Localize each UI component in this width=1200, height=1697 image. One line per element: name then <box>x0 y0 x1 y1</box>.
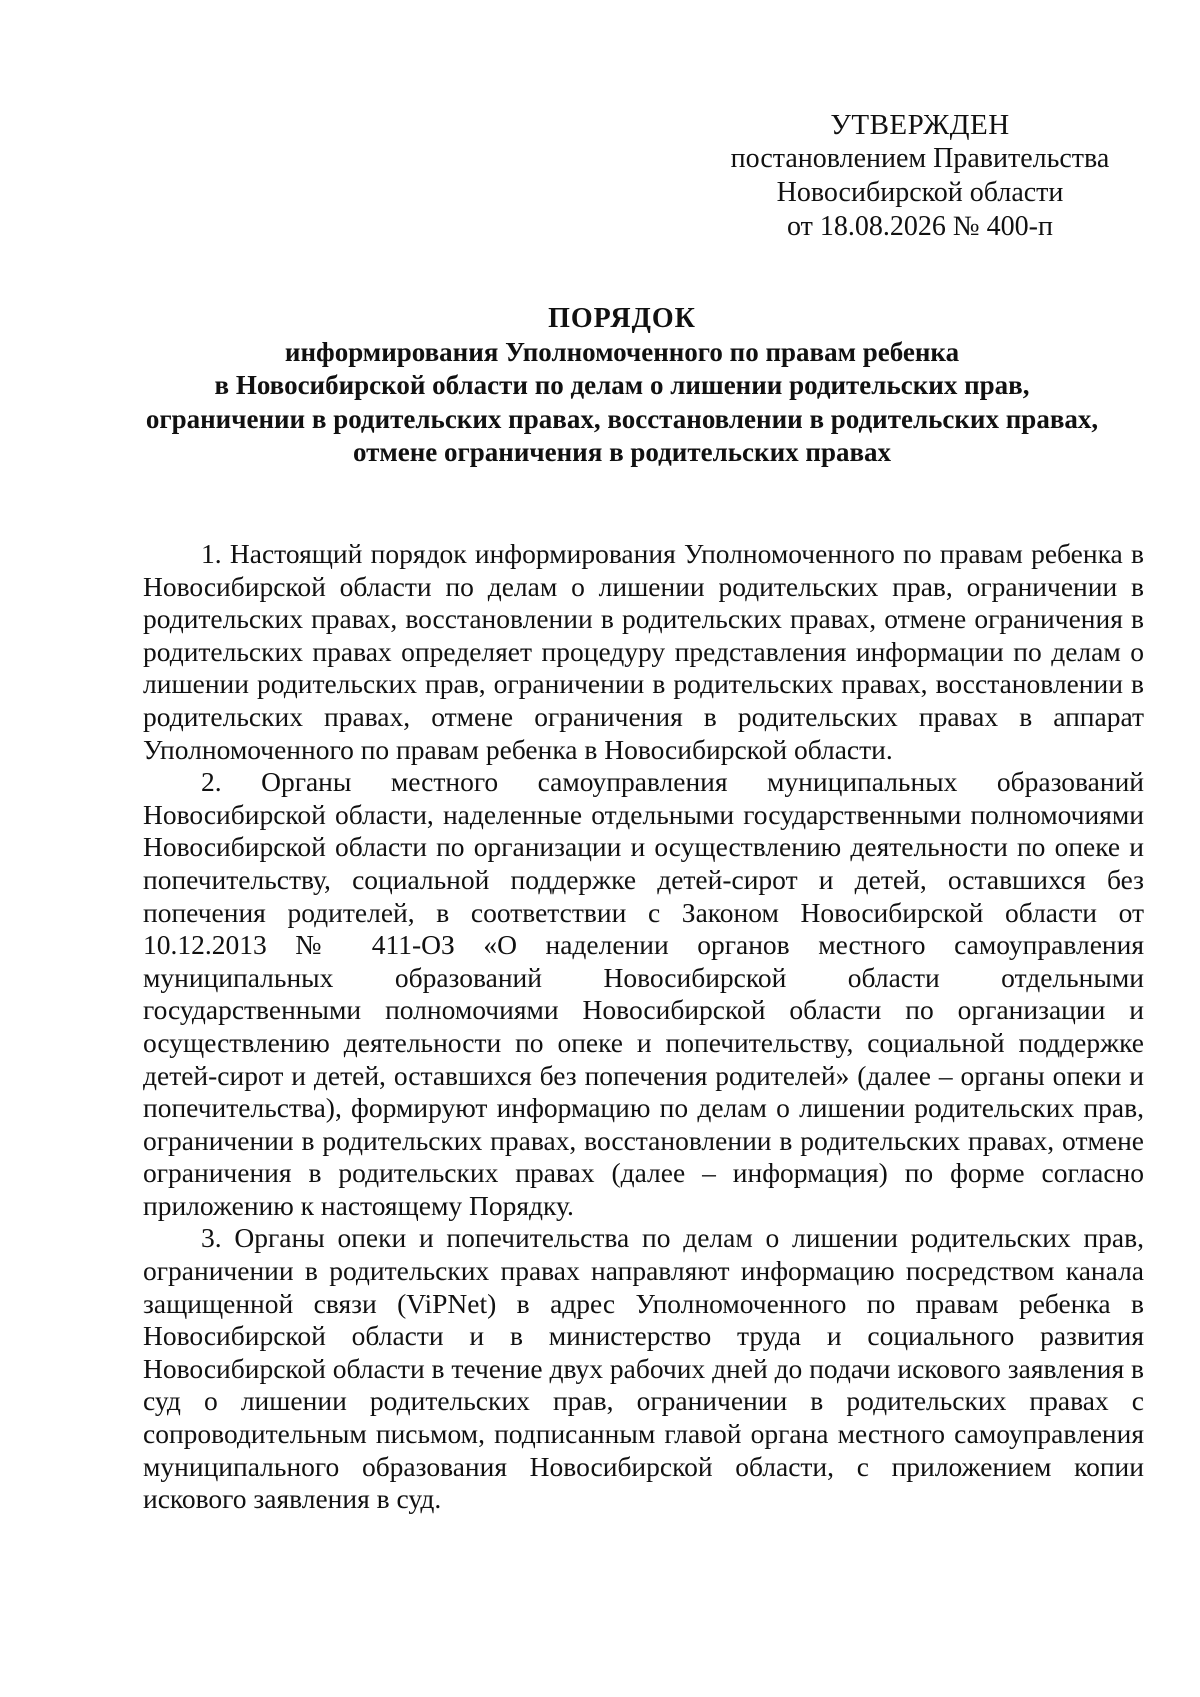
document-subtitle-line-2: в Новосибирской области по делам о лишении родительских прав, <box>214 370 1030 400</box>
approval-stamp <box>700 108 1140 244</box>
approval-line-1: постановлением Правительства <box>730 143 1110 174</box>
approval-line-2: Новосибирской области <box>776 177 1064 208</box>
paragraph-1: 1. Настоящий порядок информирования Уполномоченного по правам ребенка в Новосибирской области по делам о лишении родительских прав, ограничении в родительских правах, восстановлении в родительских правах, отмене ограничения в родительских правах определяет процедуру представления информации по делам о лишении родительских прав, ограничении в родительских правах, восстановлении в родительских правах, отмене ограничения в родительских правах в аппарат Уполномоченного по правам ребенка в Новосибирской области. <box>143 538 1144 765</box>
approval-title: УТВЕРЖДЕН <box>830 109 1010 141</box>
document-subtitle-line-4: отмене ограничения в родительских правах <box>352 437 892 467</box>
document-subtitle-line-1: информирования Уполномоченного по правам ребенка <box>284 336 960 367</box>
document-subtitle-line-3: ограничении в родительских правах, восстановлении в родительских правах, <box>145 403 1099 434</box>
document-body <box>143 538 1144 1516</box>
paragraph-3: 3. Органы опеки и попечительства по делам о лишении родительских прав, ограничении в родительских правах направляют информацию посредством канала защищенной связи (ViPNet) в адрес Уполномоченного по правам ребенка в Новосибирской области и в министерство труда и социального развития Новосибирской области в течение двух рабочих дней до подачи искового заявления в суд о лишении родительских прав, ограничении в родительских правах с сопроводительным письмом, подписанным главой органа местного самоуправления муниципального образования Новосибирской области, с приложением копии искового заявления в суд. <box>143 1222 1144 1515</box>
approval-line-3: от 18.08.2026 № 400-п <box>787 211 1053 242</box>
document-title: ПОРЯДОК <box>548 303 696 334</box>
document-heading <box>100 302 1144 470</box>
paragraph-2: 2. Органы местного самоуправления муниципальных образований Новосибирской области, наделенные отдельными государственными полномочиями Новосибирской области по организации и осуществлению деятельности по опеке и попечительству, социальной поддержке детей-сирот и детей, оставшихся без попечения родителей, в соответствии с Законом Новосибирской области от 10.12.2013 № 411-ОЗ «О наделении органов местного самоуправления муниципальных образований Новосибирской области отдельными государственными полномочиями Новосибирской области по организации и осуществлению деятельности по опеке и попечительству, социальной поддержке детей-сирот и детей, оставшихся без попечения родителей» (далее – органы опеки и попечительства), формируют информацию по делам о лишении родительских прав, ограничении в родительских правах, восстановлении в родительских правах, отмене ограничения в родительских правах (далее – информация) по форме согласно приложению к настоящему Порядку. <box>143 766 1144 1221</box>
